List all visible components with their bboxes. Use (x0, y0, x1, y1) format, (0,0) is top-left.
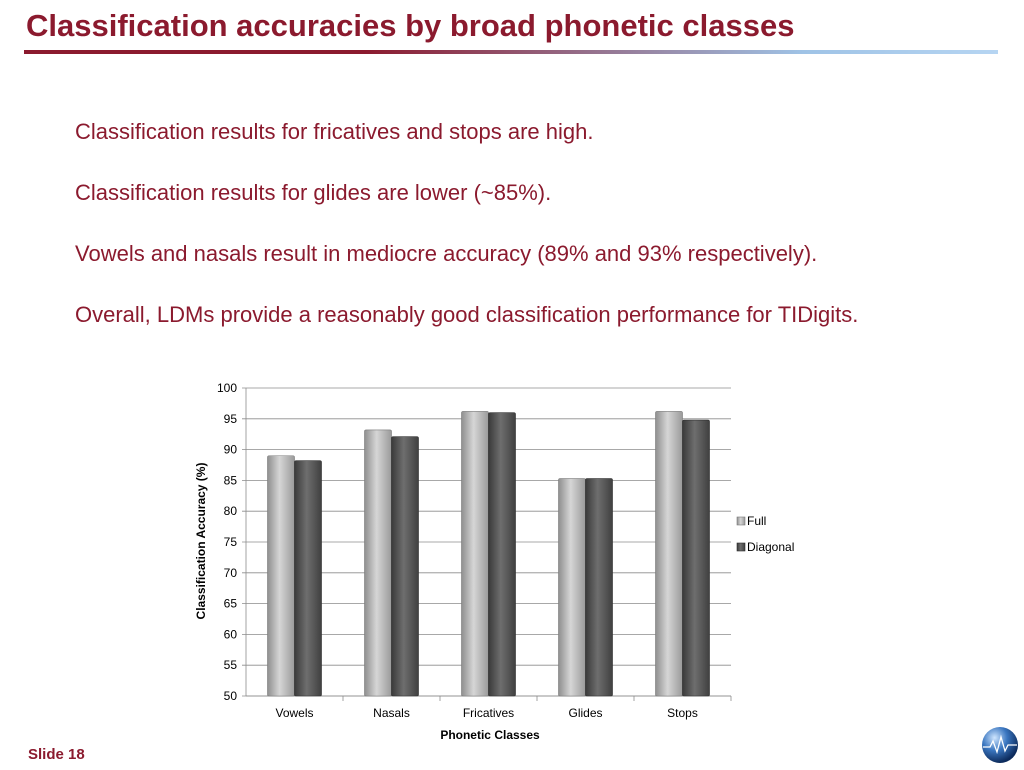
bar-chart-svg (180, 375, 840, 750)
x-tick-label: Stops (667, 706, 698, 720)
y-tick-label: 80 (223, 504, 237, 519)
y-tick-label: 55 (223, 658, 237, 673)
legend-label: Diagonal (747, 540, 795, 554)
bar-full (559, 479, 586, 696)
chart-legend (737, 514, 794, 554)
x-tick-label: Vowels (275, 706, 314, 720)
bullet-list (75, 116, 975, 360)
y-tick-label: 85 (223, 473, 237, 488)
legend-swatch (737, 517, 745, 525)
x-tick-label: Glides (568, 706, 603, 720)
bar-diagonal (586, 479, 613, 696)
legend-swatch (737, 543, 745, 551)
bar-full (462, 411, 489, 696)
bullet-item: Classification results for glides are lower (~85%). (75, 180, 552, 205)
bar-diagonal (683, 420, 710, 696)
bars (268, 411, 710, 696)
y-tick-label: 65 (223, 596, 237, 611)
y-tick-label: 75 (223, 535, 237, 549)
bullet-item: Overall, LDMs provide a reasonably good classification performance for TIDigits. (75, 302, 859, 327)
bar-full (365, 430, 392, 696)
y-tick-label: 90 (223, 442, 237, 457)
slide-number: Slide 18 (28, 746, 85, 763)
y-tick-label: 50 (223, 689, 237, 703)
x-axis-label: Phonetic Classes (440, 728, 540, 742)
y-axis-label: Classification Accuracy (%) (194, 462, 208, 620)
accuracy-chart (180, 375, 840, 750)
x-tick-labels (275, 706, 697, 720)
globe-logo-icon (980, 725, 1020, 765)
legend-label: Full (747, 514, 767, 528)
title-divider (24, 50, 998, 54)
y-tick-label: 95 (223, 411, 237, 426)
y-tick-label: 100 (216, 381, 237, 395)
x-tick-label: Fricatives (462, 706, 515, 720)
bullet-item: Vowels and nasals result in mediocre accuracy (89% and 93% respectively). (75, 241, 818, 266)
bar-full (656, 411, 683, 696)
x-tick-label: Nasals (373, 706, 410, 720)
slide-title: Classification accuracies by broad phonetic classes (26, 8, 795, 43)
bar-full (268, 456, 295, 696)
y-tick-label: 60 (223, 627, 237, 642)
y-tick-labels (217, 381, 237, 703)
bar-diagonal (392, 437, 419, 696)
bullet-item: Classification results for fricatives and stops are high. (75, 119, 594, 144)
bar-diagonal (489, 413, 516, 696)
y-tick-label: 70 (223, 565, 237, 580)
bar-diagonal (295, 461, 322, 696)
